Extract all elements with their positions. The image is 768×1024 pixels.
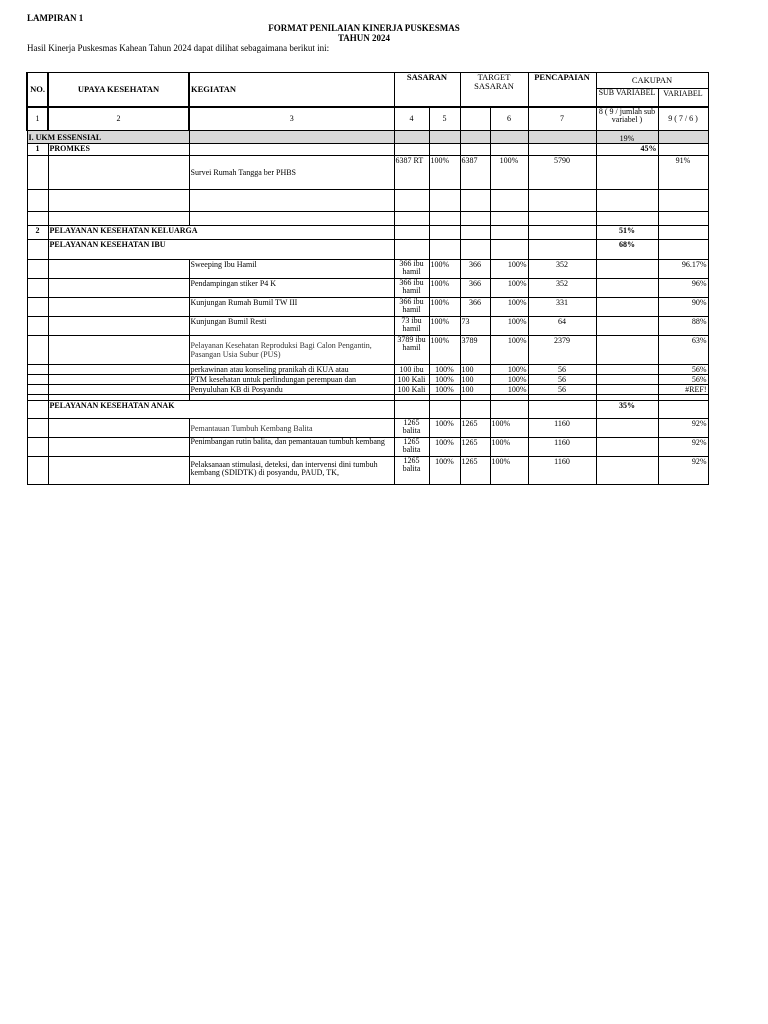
table-row: Pelayanan Kesehatan Reproduksi Bagi Calon Pengantin, Pasangan Usia Subur (PUS) 3789 ibu hamil 100% 3789 100% 2379 63% [27, 336, 708, 365]
table-row-empty [27, 212, 708, 226]
performance-table [26, 72, 709, 485]
section-kesga-label: PELAYANAN KESEHATAN KELUARGA [48, 226, 394, 240]
col-upaya-header: UPAYA KESEHATAN [48, 73, 189, 107]
section-ukm-row [27, 131, 708, 144]
table-row: Pendampingan stiker P4 K 366 ibu hamil 100% 366 100% 352 96% [27, 279, 708, 298]
col-no-header: NO. [27, 73, 48, 107]
table-row-empty [27, 190, 708, 212]
col-sub-variabel-header: SUB VARIABEL [596, 89, 658, 107]
intro-text: Hasil Kinerja Puskesmas Kahean Tahun 2024 dapat dilihat sebagaimana berikut ini: [27, 43, 330, 53]
num-2: 2 [48, 107, 189, 131]
table-row: Pelaksanaan stimulasi, deteksi, dan intervensi dini tumbuh kembang (SDIDTK) di posyandu, PAUD, TK, 1265 balita 100% 1265 100% 1160 92% [27, 457, 708, 485]
section-kesga-value: 51% [596, 226, 658, 240]
table-row: Penimbangan rutin balita, dan pemantauan tumbuh kembang 1265 balita 100% 1265 100% 1160 92% [27, 438, 708, 457]
section-ibu-label: PELAYANAN KESEHATAN IBU [48, 240, 394, 260]
lampiran-label: LAMPIRAN 1 [27, 13, 84, 23]
num-6: 6 [490, 107, 528, 131]
num-5: 5 [429, 107, 460, 131]
section-promkes-no: 1 [27, 144, 48, 156]
table-row: Survei Rumah Tangga ber PHBS 6387 RT 100% 6387 100% 5790 91% [27, 156, 708, 190]
column-number-row [27, 107, 708, 131]
table-row: Kunjungan Rumah Bumil TW III 366 ibu hamil 100% 366 100% 331 90% [27, 298, 708, 317]
section-kesga-no: 2 [27, 226, 48, 240]
table-row: Pemantauan Tumbuh Kembang Balita 1265 balita 100% 1265 100% 1160 92% [27, 419, 708, 438]
section-ukm-value: 19% [596, 131, 658, 144]
section-anak-value: 35% [596, 401, 658, 419]
header-row-1 [27, 73, 708, 89]
col-pencapaian-header: PENCAPAIAN [528, 73, 596, 107]
document-year: TAHUN 2024 [337, 33, 391, 43]
section-anak-row [27, 401, 708, 419]
section-kesga-row [27, 226, 708, 240]
table-row: PTM kesehatan untuk perlindungan perempuan dan 100 Kali 100% 100 100% 56 56% [27, 375, 708, 385]
col-cakupan-header: CAKUPAN [596, 73, 708, 89]
document-title: FORMAT PENILAIAN KINERJA PUSKESMAS [268, 23, 460, 33]
section-promkes-value: 45% [596, 144, 658, 156]
section-ibu-value: 68% [596, 240, 658, 260]
table-row: Sweeping Ibu Hamil 366 ibu hamil 100% 366 100% 352 96.17% [27, 260, 708, 279]
num-4: 4 [394, 107, 429, 131]
col-sasaran-header: SASARAN [394, 73, 460, 107]
col-target-header: TARGET SASARAN [460, 73, 528, 107]
section-promkes-label: PROMKES [48, 144, 189, 156]
num-9: 9 ( 7 / 6 ) [658, 107, 708, 131]
table-row: Penyuluhan KB di Posyandu 100 Kali 100% 100 100% 56 #REF! [27, 385, 708, 395]
section-promkes-row [27, 144, 708, 156]
kegiatan-cell: Survei Rumah Tangga ber PHBS [189, 156, 394, 190]
num-3: 3 [189, 107, 394, 131]
section-ibu-row [27, 240, 708, 260]
num-7: 7 [528, 107, 596, 131]
col-variabel-header: VARIABEL [658, 89, 708, 107]
num-1: 1 [27, 107, 48, 131]
col-kegiatan-header: KEGIATAN [189, 73, 394, 107]
table-row: Kunjungan Bumil Resti 73 ibu hamil 100% 73 100% 64 88% [27, 317, 708, 336]
section-ukm-label: I. UKM ESSENSIAL [27, 131, 189, 144]
table-row: perkawinan atau konseling pranikah di KUA atau 100 ibu 100% 100 100% 56 56% [27, 365, 708, 375]
num-8: 8 ( 9 / jumlah sub variabel ) [596, 107, 658, 131]
section-anak-label: PELAYANAN KESEHATAN ANAK [48, 401, 394, 419]
num-blank [460, 107, 490, 131]
